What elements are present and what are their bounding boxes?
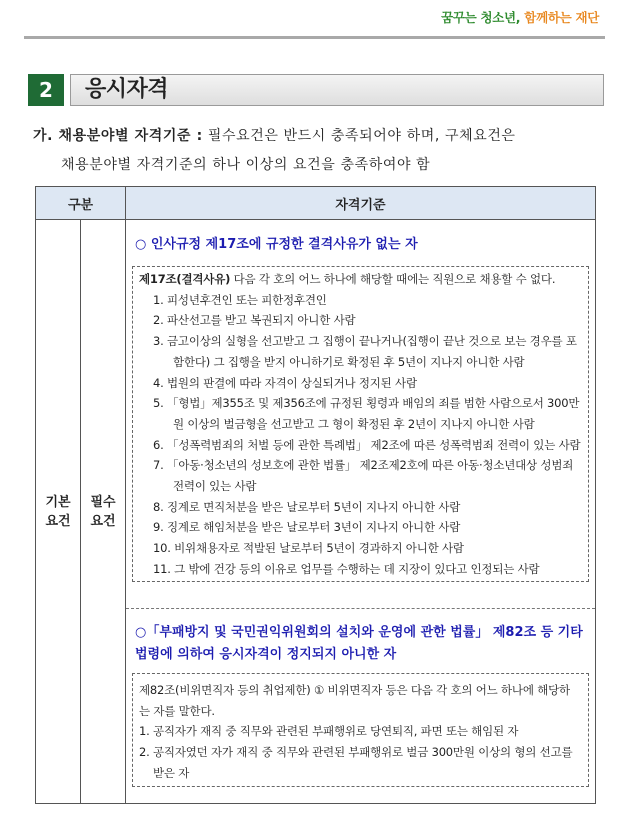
block1-lead-bold: 제17조(결격사유)	[139, 272, 231, 286]
block2-heading: ○「부패방지 및 국민권익위원회의 설치와 운영에 관한 법률」 제82조 등 기타 법령에 의하여 응시자격이 정지되지 아니한 자	[135, 625, 583, 662]
block2-list	[139, 721, 580, 783]
section-number: 2	[28, 74, 64, 106]
intro-lead: 가. 채용분야별 자격기준 :	[33, 128, 203, 144]
list-item: 9. 징계로 해임처분을 받은 날로부터 3년이 지나지 아니한 사람	[153, 520, 461, 535]
slogan-part2: 함께하는 재단	[524, 10, 599, 25]
criteria-content	[126, 220, 596, 804]
criteria-table	[35, 186, 596, 804]
list-item: 1. 피성년후견인 또는 피한정후견인	[153, 292, 327, 307]
org-slogan	[441, 8, 599, 26]
block1-box	[132, 266, 589, 582]
section-header	[28, 74, 604, 106]
list-item: 5. 「형법」제355조 및 제356조에 규정된 횡령과 배임의 죄를 범한 사람으로서 300만원 이상의 벌금형을 선고받고 그 형이 확정된 후 2년이 지나지 아니한 사람	[153, 396, 580, 431]
criteria-block-1	[126, 220, 595, 609]
category-basic: 기본 요건	[36, 220, 81, 804]
header-criteria: 자격기준	[126, 187, 596, 220]
list-item: 1. 공직자가 재직 중 직무와 관련된 부패행위로 당연퇴직, 파면 또는 해임된 자	[139, 724, 519, 739]
table-row	[36, 220, 596, 804]
list-item: 3. 금고이상의 실형을 선고받고 그 집행이 끝나거나(집행이 끝난 것으로 보는 경우를 포함한다) 그 집행을 받지 아니하기로 확정된 후 5년이 지나지 아니한 사람	[153, 334, 577, 369]
category-required: 필수 요건	[81, 220, 126, 804]
intro-line2: 채용분야별 자격기준의 하나 이상의 요건을 충족하여야 함	[61, 157, 431, 173]
header-divider	[24, 36, 605, 39]
criteria-block-2	[126, 609, 595, 803]
list-item: 4. 법원의 판결에 따라 자격이 상실되거나 정지된 사람	[153, 375, 417, 390]
list-item: 7. 「아동·청소년의 성보호에 관한 법률」 제2조제2호에 따른 아동·청소년대상 성범죄 전력이 있는 사람	[153, 458, 574, 494]
block1-heading: ○ 인사규정 제17조에 규정한 결격사유가 없는 자	[135, 237, 418, 252]
list-item: 11. 그 밖에 건강 등의 이유로 업무를 수행하는 데 지장이 있다고 인정되는 사람	[153, 561, 540, 576]
intro-line1: 필수요건은 반드시 충족되어야 하며, 구체요건은	[202, 128, 516, 144]
block2-lead-text: 제82조(비위면직자 등의 취업제한) ① 비위면직자 등은 다음 각 호의 어느 하나에 해당하는 자를 말한다.	[139, 683, 570, 718]
block1-list	[139, 290, 584, 580]
header-category: 구분	[36, 187, 126, 220]
list-item: 10. 비위채용자로 적발된 날로부터 5년이 경과하지 아니한 사람	[153, 541, 464, 556]
list-item: 2. 공직자였던 자가 재직 중 직무와 관련된 부패행위로 벌금 300만원 이상의 형의 선고를 받은 자	[139, 745, 573, 780]
block2-box	[132, 673, 589, 787]
list-item: 2. 파산선고를 받고 복권되지 아니한 사람	[153, 313, 356, 328]
intro-paragraph	[33, 122, 605, 180]
table-header-row	[36, 187, 596, 220]
section-title: 응시자격	[70, 74, 604, 106]
slogan-part1: 꿈꾸는 청소년,	[441, 10, 521, 25]
block1-lead-text: 다음 각 호의 어느 하나에 해당할 때에는 직원으로 채용할 수 없다.	[230, 272, 556, 286]
list-item: 6. 「성폭력범죄의 처벌 등에 관한 특례법」 제2조에 따른 성폭력범죄 전력이 있는 사람	[153, 437, 581, 452]
list-item: 8. 징계로 면직처분을 받은 날로부터 5년이 지나지 아니한 사람	[153, 499, 461, 514]
